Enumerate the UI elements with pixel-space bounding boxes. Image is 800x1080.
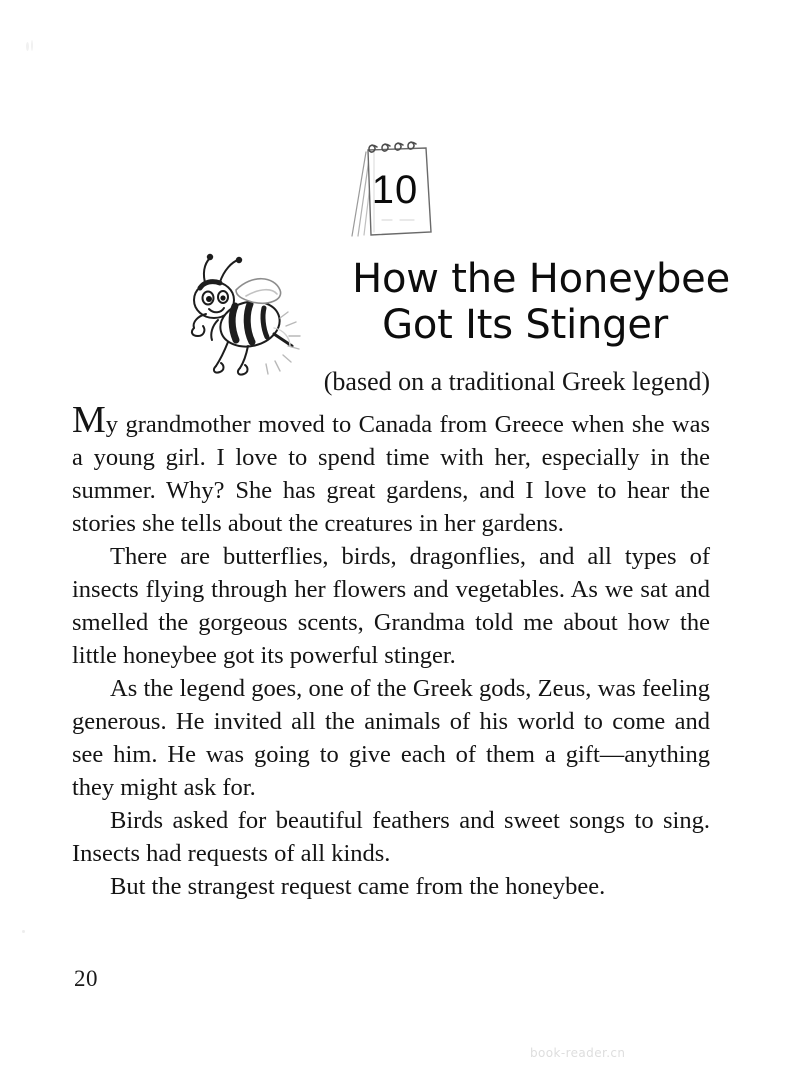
paragraph-text: y grandmother moved to Canada from Greece when she was a young girl. I love to spend time with her, especially in the summer. Why? She has great gardens, and I love to hear the stories she tells about the creatures in her gardens. <box>72 411 710 537</box>
scan-speckle <box>22 930 25 933</box>
paragraph-text: But the strangest request came from the honeybee. <box>110 873 606 900</box>
scan-speckle <box>31 40 33 51</box>
body-text <box>72 399 710 903</box>
chapter-subtitle: (based on a traditional Greek legend) <box>323 367 710 396</box>
watermark: book-reader.cn <box>530 1046 626 1060</box>
paragraph-text: As the legend goes, one of the Greek gods, Zeus, was feeling generous. He invited all the animals of his world to come and see him. He was going to give each of them a gift—anything they might ask for. <box>72 675 710 801</box>
chapter-number: 10 <box>371 168 419 212</box>
chapter-title-line-1: How the Honeybee <box>352 256 730 302</box>
paragraph <box>72 540 710 672</box>
page-number: 20 <box>74 966 98 991</box>
drop-cap: M <box>72 399 106 441</box>
chapter-title <box>70 256 730 348</box>
desk-calendar-icon <box>330 128 460 246</box>
scan-speckle <box>26 42 29 51</box>
paragraph <box>72 870 710 903</box>
paragraph <box>72 399 710 540</box>
paragraph <box>72 804 710 870</box>
paragraph-text: Birds asked for beautiful feathers and sweet songs to sing. Insects had requests of all kinds. <box>72 807 710 867</box>
paragraph-text: There are butterflies, birds, dragonflies, and all types of insects flying through her flowers and vegetables. As we sat and smelled the gorgeous scents, Grandma told me about how the little honeybee got its powerful stinger. <box>72 543 710 669</box>
chapter-title-line-2: Got Its Stinger <box>382 302 668 348</box>
paragraph <box>72 672 710 804</box>
